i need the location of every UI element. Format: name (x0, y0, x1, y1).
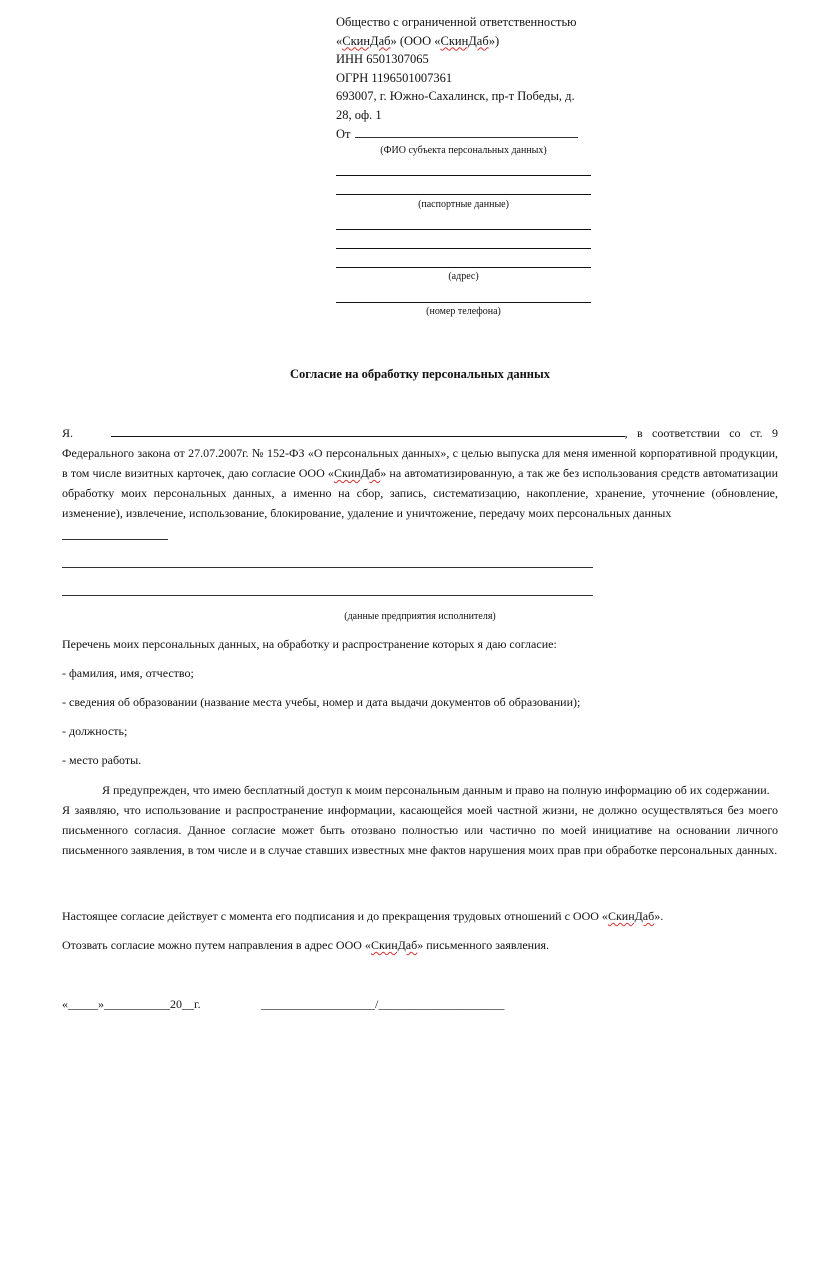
fio-caption: (ФИО субъекта персональных данных) (380, 145, 547, 156)
brand-name: СкинДаб (440, 33, 489, 48)
address-line-1[interactable] (336, 248, 591, 249)
warned-paragraph: Я предупрежден, что имею бесплатный доступ к моим персональным данным и право на полную информацию об их содержании. Я заявляю, что использование и распространение информации, касающейся моей частной жизни, не должно осуществляться без моего письменного согласия. Данное согласие может быть отозвано полностью или частично по моей инициативе на основании личного письменного заявления, в том числе и в случае ставших известных мне фактов нарушения моих прав при обработке персональных данных. (62, 780, 778, 860)
contractor-caption: (данные предприятия исполнителя) (344, 611, 496, 622)
consent-fill-line-2[interactable] (62, 567, 593, 568)
passport-line-2[interactable] (336, 229, 591, 230)
fio-line-2[interactable] (336, 175, 591, 176)
company-address-line-2: 28, оф. 1 (336, 107, 382, 122)
company-address-line: 693007, г. Южно-Сахалинск, пр-т Победы, д. (336, 89, 575, 104)
passport-caption: (паспортные данные) (418, 199, 509, 210)
consent-fill-line-3[interactable] (62, 595, 593, 596)
signature-field[interactable]: ___________________/_____________________ (261, 997, 505, 1011)
company-short-name-line: «СкинДаб» (ООО «СкинДаб») (336, 33, 500, 48)
address-line-2[interactable] (336, 267, 591, 268)
brand-name: СкинДаб (370, 938, 418, 952)
brand-name: СкинДаб (333, 466, 381, 480)
passport-line-1[interactable] (336, 194, 591, 195)
name-input-line[interactable] (111, 424, 625, 437)
list-item: - должность; (62, 724, 128, 738)
revoke-line: Отозвать согласие можно путем направления в адрес ООО «СкинДаб» письменного заявления. (62, 938, 550, 952)
date-field[interactable]: «_____»___________20__г. (62, 997, 201, 1011)
list-item: - фамилия, имя, отчество; (62, 666, 194, 680)
brand-name: СкинДаб (342, 33, 391, 48)
validity-line: Настоящее согласие действует с момента его подписания и до прекращения трудовых отношений с ООО «СкинДаб». (62, 909, 664, 923)
consent-fill-line-1[interactable] (62, 539, 168, 540)
consent-paragraph: Я. , в соответствии со ст. 9 Федерального закона от 27.07.2007г. № 152-ФЗ «О персональных данных», с целью выпуска для меня именной корпоративной продукции, в том числе визитных карточек, даю согласие ООО «СкинДаб» на автоматизированную, а так же без использования средств автоматизации обработку моих персональных данных, а именно на сбор, запись, систематизацию, накопление, хранение, уточнение (обновление, изменение), извлечение, использование, блокирование, удаление и уничтожение, передачу моих персональных данных (62, 426, 778, 520)
consent-start: Я. (62, 426, 74, 440)
list-intro: Перечень моих персональных данных, на обработку и распространение которых я даю согласие: (62, 637, 557, 651)
company-name-line: Общество с ограниченной ответственностью (336, 15, 577, 29)
phone-line[interactable] (336, 302, 591, 303)
brand-name: СкинДаб (607, 909, 655, 923)
address-caption: (адрес) (448, 271, 479, 282)
list-item: - сведения об образовании (название места учебы, номер и дата выдачи документов об образовании); (62, 695, 581, 709)
document-title: Согласие на обработку персональных данных (289, 367, 550, 381)
addressee-block (336, 13, 596, 143)
phone-caption: (номер телефона) (426, 306, 501, 317)
list-item: - место работы. (62, 753, 142, 767)
declare-paragraph: Я заявляю, что использование и распространение информации, касающейся моей частной жизни, не должно осуществляться без моего письменного согласия. Данное согласие может быть отозвано полностью или частично по моей инициативе на основании личного письменного заявления, в том числе и в случае ставших известных мне фактов нарушения моих прав при обработке персональных данных. (62, 803, 778, 857)
from-line: От (336, 126, 351, 141)
fio-input-line[interactable] (355, 137, 578, 138)
ogrn-line: ОГРН 1196501007361 (336, 70, 453, 85)
inn-line: ИНН 6501307065 (336, 52, 429, 67)
